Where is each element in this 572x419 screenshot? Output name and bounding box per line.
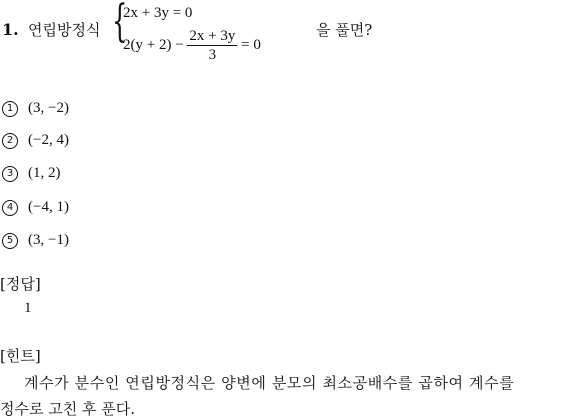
choice-5[interactable] (2, 230, 69, 249)
equation-2-left: 2(y + 2) − (123, 36, 184, 53)
fraction-numerator: 2x + 3y (189, 28, 236, 44)
answer-label: [정답] (0, 275, 41, 293)
choice-4[interactable] (2, 197, 69, 216)
fraction-denominator: 3 (208, 47, 217, 63)
choice-text: (−2, 4) (28, 132, 69, 148)
equation-1: 2x + 3y = 0 (123, 5, 193, 21)
choice-marker: 5 (2, 233, 18, 249)
equation-2-fraction (187, 27, 237, 64)
question-number: 1. (2, 20, 19, 39)
choice-text: (1, 2) (28, 165, 61, 181)
equation-2 (123, 27, 261, 64)
choice-3[interactable] (2, 163, 61, 182)
choice-marker: 1 (2, 101, 18, 117)
choice-text: (−4, 1) (28, 199, 69, 215)
question-intro: 연립방정식 (28, 21, 101, 39)
answer-value: 1 (24, 300, 32, 316)
choice-1[interactable] (2, 98, 69, 117)
choice-marker: 3 (2, 166, 18, 182)
hint-text-line-1: 계수가 분수인 연립방정식은 양변에 분모의 최소공배수를 곱하여 계수를 (24, 374, 515, 392)
hint-label: [힌트] (0, 347, 41, 365)
choice-2[interactable] (2, 130, 69, 149)
question-tail: 을 풀면? (316, 21, 373, 39)
choice-marker: 4 (2, 200, 18, 216)
equation-2-right: = 0 (241, 36, 261, 53)
choice-marker: 2 (2, 133, 18, 149)
choice-text: (3, −1) (28, 232, 69, 248)
system-brace: { (112, 0, 128, 47)
choice-text: (3, −2) (28, 100, 69, 116)
hint-text-line-2: 정수로 고친 후 푼다. (0, 400, 135, 418)
